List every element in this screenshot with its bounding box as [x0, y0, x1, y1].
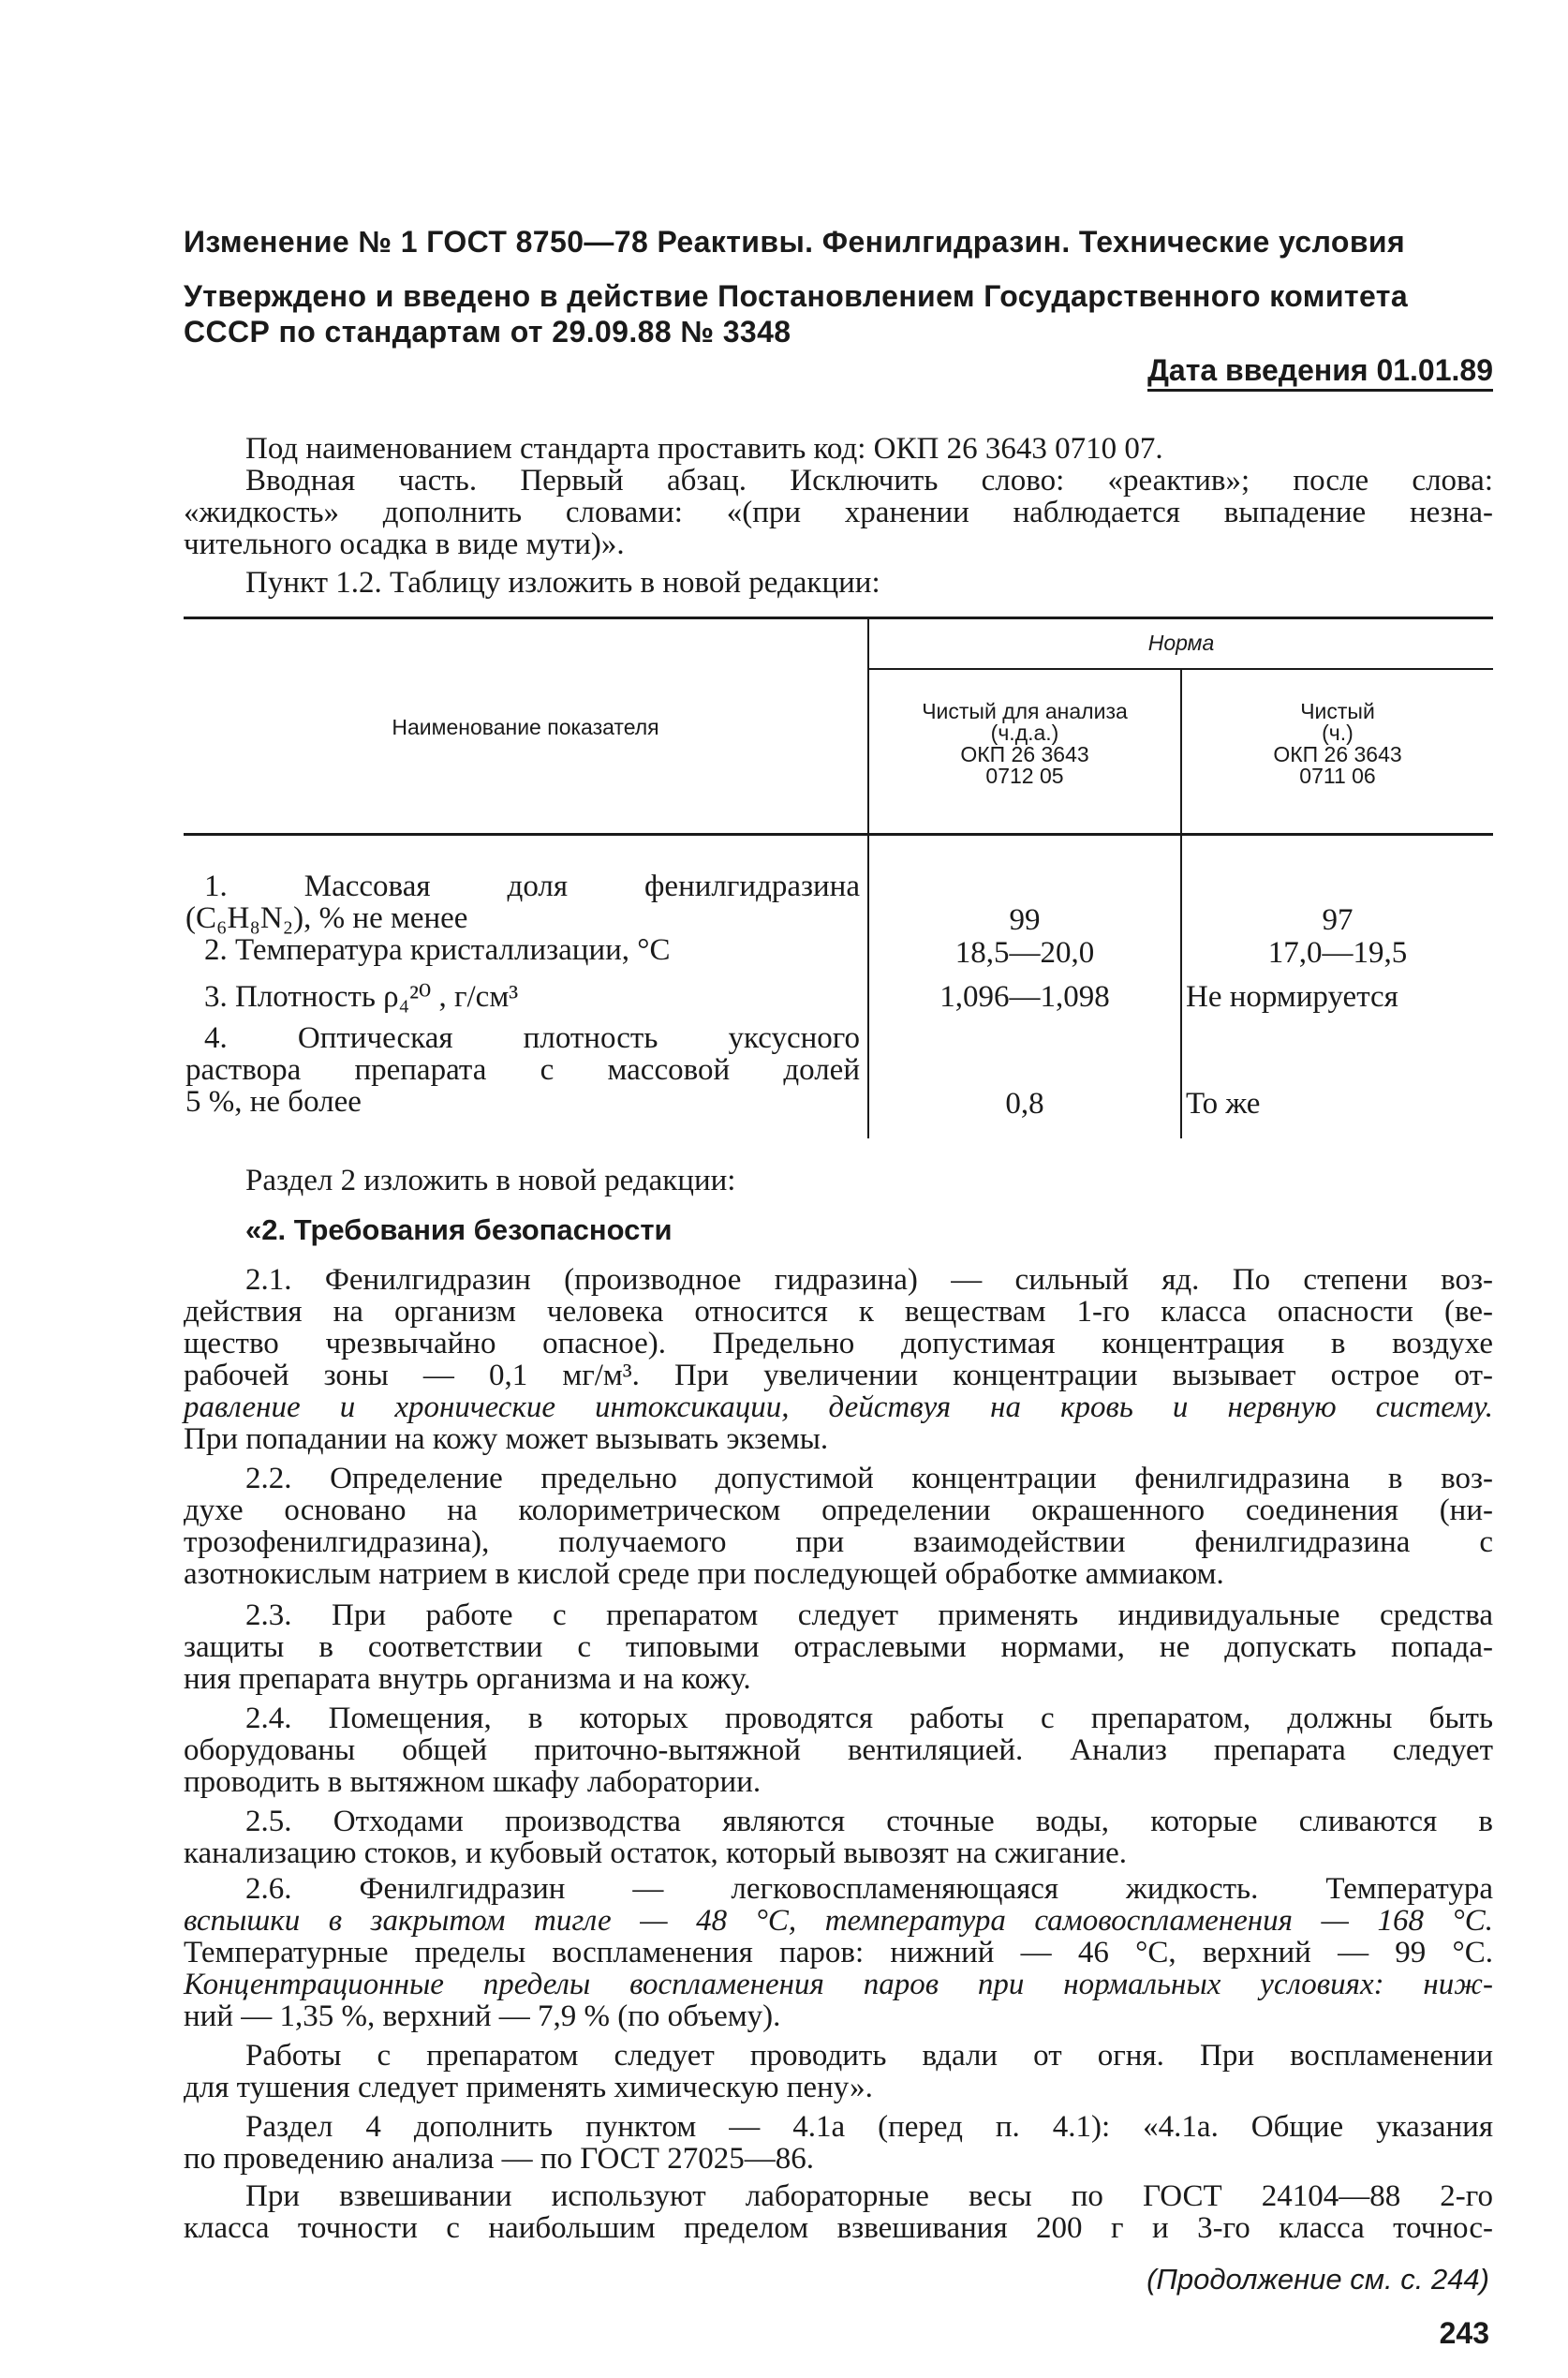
row-value-chda: 1,096—1,098	[939, 980, 1110, 1014]
row-value-ch: То же	[1186, 1087, 1261, 1121]
table-header-rule	[184, 833, 1493, 836]
col-header-name: Наименование показателя	[392, 715, 659, 739]
row-value-ch: 97	[1322, 903, 1354, 937]
norma-header: Норма	[1147, 631, 1215, 655]
approval-line: Утверждено и введено в действие Постановлением Государственного комитета	[184, 279, 1409, 313]
row-name: 5 %, не более	[185, 1085, 362, 1119]
row-name: 3. Плотность ρ₄²⁰ , г/см³	[204, 980, 519, 1014]
table-top-rule	[184, 617, 1493, 619]
row-name: 1. Массовая доля фенилгидразина	[204, 869, 860, 903]
intro-line-4: чительного осадка в виде мути)».	[184, 528, 625, 561]
row-name: 4. Оптическая плотность уксусного	[204, 1021, 860, 1055]
section-2-title: «2. Требования безопасности	[245, 1213, 673, 1246]
intro-line-2: Вводная часть. Первый абзац. Исключить слово: «реактив»; после слова:	[245, 464, 1493, 498]
section-2-intro: Раздел 2 изложить в новой редакции:	[245, 1164, 736, 1197]
amendment-title: Изменение № 1 ГОСТ 8750—78 Реактивы. Фенилгидразин. Технические условия	[184, 225, 1406, 259]
row-value-chda: 18,5—20,0	[954, 936, 1095, 970]
document-page: Изменение № 1 ГОСТ 8750—78 Реактивы. Фенилгидразин. Технические условия Утверждено и введено в действие Постановлением Государственного комитета СССР по стандартам от 29.09.88 № 3348 Дата введения 01.01.89 Под наименованием стандарта проставить код: ОКП 26 3643 0710 07. Вводная часть. Первый абзац. Исключить слово: «реактив»; после слова: «жидкость» дополнить словами: «(при хранении наблюдается выпадение незна- чительного осадка в виде мути)». Пункт 1.2. Таблицу изложить в новой редакции: Норма Наименование показателя Чистый для анализа (ч.д.а.) ОКП 26 3643 0712 05 Чистый (ч.) ОКП 26 3643 0711 06 1. Массовая доля фенилгидразина (C₆H₈N₂), % не менее 99 97 2. Температура кристаллизации, °С 18,5—20,0 17,0—19,5 3. Плотность ρ₄²⁰ , г/см³ 1,096—1,098 Не нормируется 4. Оптическая плотность уксусного раствора препарата с массовой долей 5 %, не более 0,8 То же Раздел 2 изложить в новой редакции: «2. Требования безопасности 2.1. Фенилгидразин (производное гидразина) — сильный яд. По степени воз- действия на организм человека относится к веществам 1-го класса опасности (ве- щество чрезвычайно опасное). Предельно допустимая концентрация в воздухе рабочей зоны — 0,1 мг/м³. При увеличении концентрации вызывает острое от- равление и хронические интоксикации, действуя на кровь и нервную систему. При попадании на кожу может вызывать экземы. 2.2. Определение предельно допустимой концентрации фенилгидразина в воз- духе основано на колориметрическом определении окрашенного соединения (ни- трозофенилгидразина), получаемого при взаимодействии фенилгидразина с азотнокислым натрием в кислой среде при последующей обработке аммиаком. 2.3. При работе с препаратом следует применять индивидуальные средства защиты в соответствии с типовыми отраслевыми нормами, не допускать попада- ния препарата внутрь организма и на кожу. 2.4. Помещения, в которых проводятся работы с препаратом, должны быть оборудованы общей приточно-вытяжной вентиляцией. Анализ препарата следует проводить в вытяжном шкафу лаборатории. 2.5. Отходами производства являются сточные воды, которые сливаются в канализацию стоков, и кубовый остаток, который вывозят на сжигание. 2.6. Фенилгидразин — легковоспламеняющаяся жидкость. Температура вспышки в закрытом тигле — 48 °С, температура самовоспламенения — 168 °С. Температурные пределы воспламенения паров: нижний — 46 °С, верхний — 99 °С. Концентрационные пределы воспламенения паров при нормальных условиях: ниж- ний — 1,35 %, верхний — 7,9 % (по объему). Работы с препаратом следует проводить вдали от огня. При воспламенении для тушения следует применять химическую пену». Раздел 4 дополнить пунктом — 4.1а (перед п. 4.1): «4.1а. Общие указания по проведению анализа — по ГОСТ 27025—86. При взвешивании используют лабораторные весы по ГОСТ 24104—88 2-го класса точности с наибольшим пределом взвешивания 200 г и 3-го класса точнос- (Продолжение см. с. 244) 243	[184, 225, 1493, 2350]
effective-date: Дата введения 01.01.89	[1147, 351, 1493, 392]
continuation-note: (Продолжение см. с. 244)	[1146, 2263, 1489, 2296]
intro-line-3: «жидкость» дополнить словами: «(при хранении наблюдается выпадение незна-	[184, 496, 1493, 529]
row-value-chda: 0,8	[1005, 1087, 1044, 1121]
row-value-ch: Не нормируется	[1186, 980, 1398, 1014]
intro-line-1: Под наименованием стандарта проставить код: ОКП 26 3643 0710 07.	[245, 432, 1163, 466]
row-value-chda: 99	[1009, 903, 1041, 937]
row-name: (C₆H₈N₂), % не менее	[185, 901, 468, 935]
table-col-divider-1	[867, 618, 869, 1138]
page-number: 243	[1439, 2316, 1489, 2350]
row-name: 2. Температура кристаллизации, °С	[204, 933, 671, 967]
intro-line-5: Пункт 1.2. Таблицу изложить в новой редакции:	[245, 566, 880, 600]
row-value-ch: 17,0—19,5	[1267, 936, 1408, 970]
approval-line-2: СССР по стандартам от 29.09.88 № 3348	[184, 315, 791, 349]
row-name: раствора препарата с массовой долей	[185, 1053, 860, 1087]
